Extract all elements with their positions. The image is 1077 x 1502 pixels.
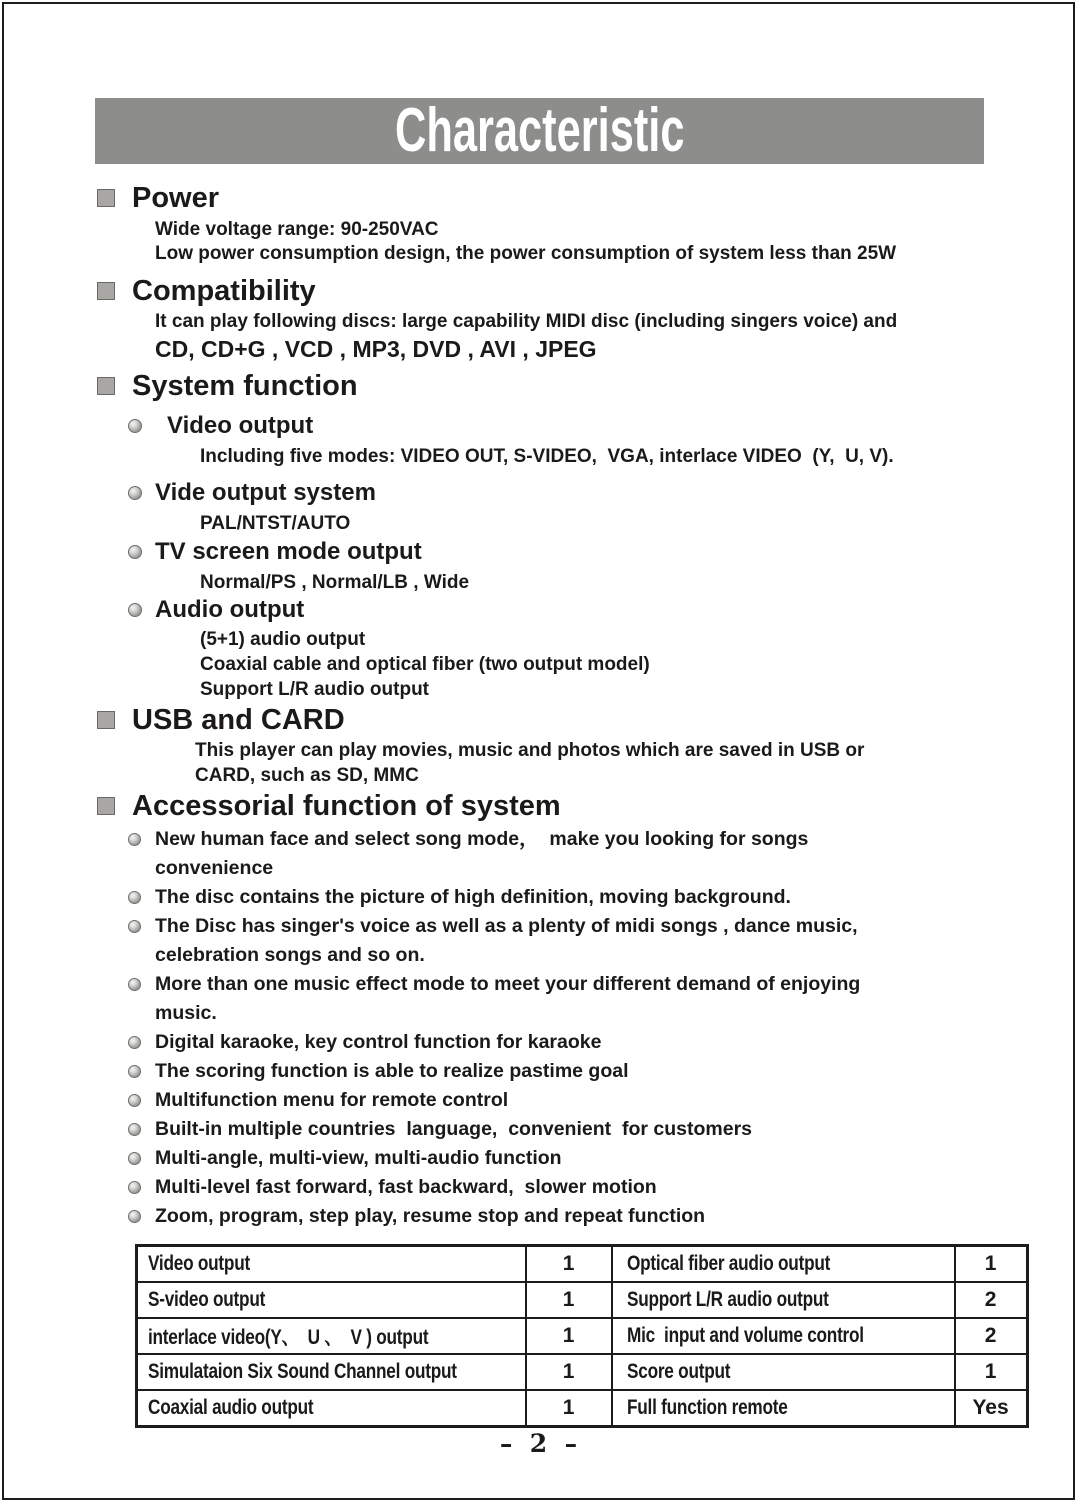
section-usb-card-heading [0, 703, 1077, 737]
spec-label: Video output [148, 1252, 250, 1275]
table-row [137, 1354, 1028, 1390]
list-item [0, 883, 1077, 912]
list-item [0, 1173, 1077, 1202]
list-item [0, 912, 1077, 970]
bullet-line: New human face and select song mode， make you looking for songs [155, 828, 809, 850]
sphere-bullet-icon [128, 978, 141, 991]
sphere-bullet-icon [128, 920, 141, 933]
bullet-line: Multifunction menu for remote control [155, 1089, 509, 1111]
sub-audio-output-heading [0, 595, 1077, 625]
sub-title-tv-screen-mode: TV screen mode output [155, 538, 422, 565]
spec-label: Full function remote [626, 1396, 788, 1419]
bullet-line: Digital karaoke, key control function for karaoke [155, 1031, 602, 1053]
sphere-bullet-icon [128, 545, 142, 559]
bullet-line: music. [155, 1002, 217, 1024]
bullet-line: The scoring function is able to realize pastime goal [155, 1060, 629, 1082]
section-accessorial-heading [0, 789, 1077, 823]
list-item [0, 1144, 1077, 1173]
list-item [0, 1086, 1077, 1115]
bullet-line: Multi-level fast forward, fast backward, slower motion [155, 1176, 657, 1198]
sphere-bullet-icon [128, 1036, 141, 1049]
spec-label: Score output [626, 1360, 730, 1383]
square-bullet-icon [97, 189, 115, 207]
bullet-line: Built-in multiple countries language, convenient for customers [155, 1118, 752, 1140]
list-item [0, 970, 1077, 1028]
table-row [137, 1390, 1028, 1427]
sub-tv-screen-mode-body [0, 570, 1077, 595]
page-number: – 2 – [499, 1429, 578, 1458]
sphere-bullet-icon [128, 1210, 141, 1223]
bullet-line: The Disc has singer's voice as well as a plenty of midi songs , dance music, [155, 915, 858, 937]
spec-value: 1 [562, 1324, 575, 1347]
square-bullet-icon [97, 282, 115, 300]
sub-audio-output-body [0, 627, 1077, 702]
spec-label: interlace video(Y、 U 、 V ) output [148, 1326, 429, 1349]
section-usb-card-body [0, 738, 1077, 788]
table-row [137, 1282, 1028, 1318]
sphere-bullet-icon [128, 1123, 141, 1136]
body-line: It can play following discs: large capability MIDI disc (including singers voice) and [155, 311, 898, 332]
spec-value: 1 [562, 1288, 575, 1311]
section-title-power: Power [132, 182, 220, 214]
sub-tv-screen-mode-heading [0, 537, 1077, 567]
page-title: Characteristic [394, 96, 685, 165]
bullet-line: More than one music effect mode to meet your different demand of enjoying [155, 973, 861, 995]
body-line: Low power consumption design, the power consumption of system less than 25W [155, 243, 897, 264]
table-row [137, 1318, 1028, 1354]
spec-value: 2 [984, 1324, 997, 1347]
sphere-bullet-icon [128, 1181, 141, 1194]
spec-value: 2 [984, 1288, 997, 1311]
bullet-line: Multi-angle, multi-view, multi-audio function [155, 1147, 562, 1169]
sphere-bullet-icon [128, 891, 141, 904]
spec-table [135, 1244, 1029, 1428]
sphere-bullet-icon [128, 833, 141, 846]
sphere-bullet-icon [128, 1094, 141, 1107]
sphere-bullet-icon [128, 1152, 141, 1165]
spec-value: 1 [562, 1360, 575, 1383]
section-system-function-heading [0, 369, 1077, 403]
sphere-bullet-icon [128, 419, 142, 433]
disc-formats-line: CD, CD+G , VCD , MP3, DVD , AVI , JPEG [155, 336, 597, 362]
sub-video-output-body [0, 444, 1077, 469]
sphere-bullet-icon [128, 603, 142, 617]
sub-title-video-output: Video output [167, 412, 314, 439]
spec-label: Coaxial audio output [148, 1396, 314, 1419]
bullet-line: Zoom, program, step play, resume stop and repeat function [155, 1205, 706, 1227]
sub-title-audio-output: Audio output [155, 596, 305, 623]
bullet-line: celebration songs and so on. [155, 944, 425, 966]
section-power-heading [0, 181, 1077, 215]
sub-video-output-system-body [0, 511, 1077, 536]
body-line: This player can play movies, music and photos which are saved in USB or [195, 740, 865, 761]
spec-value: 1 [984, 1360, 997, 1383]
list-item [0, 1115, 1077, 1144]
spec-label: Simulataion Six Sound Channel output [148, 1360, 457, 1383]
spec-value: 1 [562, 1396, 575, 1419]
spec-label: S-video output [148, 1288, 266, 1311]
spec-value: 1 [984, 1252, 997, 1275]
section-title-system-function: System function [132, 370, 358, 402]
body-line: CARD, such as SD, MMC [195, 765, 419, 786]
list-item [0, 1028, 1077, 1057]
body-line: Wide voltage range: 90-250VAC [155, 219, 439, 240]
spec-label: Optical fiber audio output [626, 1252, 830, 1275]
list-item [0, 1202, 1077, 1231]
sphere-bullet-icon [128, 486, 142, 500]
body-line: Support L/R audio output [200, 679, 430, 700]
sub-title-video-output-system: Vide output system [155, 479, 376, 506]
section-power-body [0, 218, 1077, 266]
square-bullet-icon [97, 797, 115, 815]
body-line: Including five modes: VIDEO OUT, S-VIDEO, VGA, interlace VIDEO (Y, U, V). [200, 446, 894, 467]
sub-video-output-heading [0, 411, 1077, 441]
body-line: Coaxial cable and optical fiber (two output model) [200, 654, 650, 675]
page-banner [95, 98, 984, 164]
spec-label: Support L/R audio output [626, 1288, 829, 1311]
spec-value: 1 [562, 1252, 575, 1275]
accessorial-bullet-list [0, 825, 1077, 1231]
section-title-accessorial: Accessorial function of system [132, 790, 561, 822]
spec-label: Mic input and volume control [626, 1324, 864, 1347]
square-bullet-icon [97, 711, 115, 729]
table-row [137, 1246, 1028, 1283]
square-bullet-icon [97, 377, 115, 395]
body-line: (5+1) audio output [200, 629, 366, 650]
body-line: Normal/PS , Normal/LB , Wide [200, 572, 470, 593]
bullet-line: The disc contains the picture of high definition, moving background. [155, 886, 791, 908]
spec-value: Yes [972, 1396, 1009, 1419]
list-item [0, 825, 1077, 883]
section-title-usb-card: USB and CARD [132, 704, 345, 736]
sub-video-output-system-heading [0, 478, 1077, 508]
body-line: PAL/NTST/AUTO [200, 513, 351, 534]
sphere-bullet-icon [128, 1065, 141, 1078]
list-item [0, 1057, 1077, 1086]
section-compatibility-heading [0, 274, 1077, 308]
section-compatibility-body [0, 310, 1077, 364]
bullet-line: convenience [155, 857, 274, 879]
section-title-compatibility: Compatibility [132, 275, 316, 307]
